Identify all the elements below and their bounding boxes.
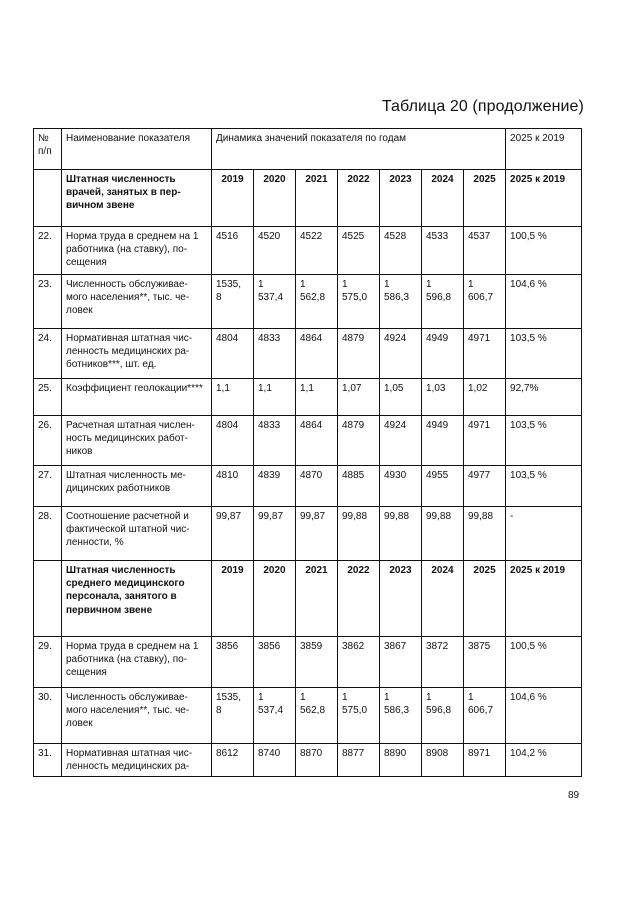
- value-cell: 1,02: [464, 379, 506, 416]
- value-cell: 4879: [338, 416, 380, 466]
- page-number: 89: [568, 790, 580, 801]
- row-number: 23.: [34, 275, 62, 329]
- value-cell: 1,1: [296, 379, 338, 416]
- ratio-header: 2025 к 2019: [506, 170, 582, 227]
- header-num: № п/п: [34, 129, 62, 170]
- year-header: 2019: [212, 561, 254, 637]
- value-cell: 3856: [212, 637, 254, 688]
- row-number: 26.: [34, 416, 62, 466]
- value-cell: 3867: [380, 637, 422, 688]
- table-row: [34, 379, 582, 416]
- value-cell: 3872: [422, 637, 464, 688]
- value-cell: 1 562,8: [296, 688, 338, 744]
- value-cell: 4977: [464, 466, 506, 507]
- value-cell: 1 575,0: [338, 688, 380, 744]
- ratio-cell: -: [506, 507, 582, 561]
- year-header: 2019: [212, 170, 254, 227]
- value-cell: 1535, 8: [212, 275, 254, 329]
- value-cell: 4949: [422, 416, 464, 466]
- year-header: 2023: [380, 561, 422, 637]
- value-cell: 4516: [212, 227, 254, 275]
- indicator-name: Нормативная штатная чис-ленность медицинских ра-ботников***, шт. ед.: [62, 329, 212, 379]
- table-row: [34, 275, 582, 329]
- table-row: [34, 507, 582, 561]
- year-header: 2024: [422, 170, 464, 227]
- indicator-name: Расчетная штатная числен-ность медицинских работ-ников: [62, 416, 212, 466]
- value-cell: 99,88: [338, 507, 380, 561]
- value-cell: 4924: [380, 416, 422, 466]
- value-cell: 1 537,4: [254, 688, 296, 744]
- ratio-cell: 103,5 %: [506, 466, 582, 507]
- value-cell: 4522: [296, 227, 338, 275]
- year-header: 2024: [422, 561, 464, 637]
- value-cell: 8877: [338, 744, 380, 777]
- value-cell: 99,88: [380, 507, 422, 561]
- value-cell: 4810: [212, 466, 254, 507]
- value-cell: 1,1: [254, 379, 296, 416]
- ratio-header: 2025 к 2019: [506, 561, 582, 637]
- table-row: [34, 329, 582, 379]
- year-header: 2022: [338, 170, 380, 227]
- year-header: 2021: [296, 561, 338, 637]
- value-cell: 1 606,7: [464, 275, 506, 329]
- value-cell: 1535, 8: [212, 688, 254, 744]
- row-number: 24.: [34, 329, 62, 379]
- year-header: 2020: [254, 170, 296, 227]
- row-number: 27.: [34, 466, 62, 507]
- value-cell: 3862: [338, 637, 380, 688]
- row-number: 22.: [34, 227, 62, 275]
- row-number: 29.: [34, 637, 62, 688]
- value-cell: 1,05: [380, 379, 422, 416]
- section-header-row: [34, 170, 582, 227]
- ratio-cell: 100,5 %: [506, 637, 582, 688]
- section-num-empty: [34, 561, 62, 637]
- ratio-cell: 103,5 %: [506, 329, 582, 379]
- value-cell: 4864: [296, 329, 338, 379]
- value-cell: 4864: [296, 416, 338, 466]
- value-cell: 4833: [254, 416, 296, 466]
- indicator-name: Норма труда в среднем на 1 работника (на ставку), по-сещения: [62, 637, 212, 688]
- value-cell: 3859: [296, 637, 338, 688]
- section-title: Штатная численность врачей, занятых в пер-вичном звене: [62, 170, 212, 227]
- value-cell: 4924: [380, 329, 422, 379]
- year-header: 2025: [464, 561, 506, 637]
- value-cell: 1 606,7: [464, 688, 506, 744]
- table-title: Таблица 20 (продолжение): [381, 98, 584, 115]
- table-row: [34, 688, 582, 744]
- ratio-cell: 100,5 %: [506, 227, 582, 275]
- table-row: [34, 637, 582, 688]
- indicator-name: Нормативная штатная чис-ленность медицинских ра-: [62, 744, 212, 777]
- value-cell: 1 586,3: [380, 688, 422, 744]
- value-cell: 8612: [212, 744, 254, 777]
- ratio-cell: 104,2 %: [506, 744, 582, 777]
- value-cell: 3856: [254, 637, 296, 688]
- row-number: 28.: [34, 507, 62, 561]
- value-cell: 8890: [380, 744, 422, 777]
- year-header: 2025: [464, 170, 506, 227]
- value-cell: 1 537,4: [254, 275, 296, 329]
- value-cell: 1 596,8: [422, 275, 464, 329]
- table-row: [34, 744, 582, 777]
- value-cell: 4520: [254, 227, 296, 275]
- ratio-cell: 92,7%: [506, 379, 582, 416]
- value-cell: 99,87: [296, 507, 338, 561]
- value-cell: 1,1: [212, 379, 254, 416]
- year-header: 2023: [380, 170, 422, 227]
- indicator-name: Соотношение расчетной и фактической штатной чис-ленности, %: [62, 507, 212, 561]
- table-row: [34, 466, 582, 507]
- indicator-name: Норма труда в среднем на 1 работника (на ставку), по-сещения: [62, 227, 212, 275]
- indicator-name: Коэффициент геолокации****: [62, 379, 212, 416]
- section-title: Штатная численность среднего медицинского персонала, занятого в первичном звене: [62, 561, 212, 637]
- header-dynamics: Динамика значений показателя по годам: [212, 129, 506, 170]
- value-cell: 4833: [254, 329, 296, 379]
- value-cell: 4804: [212, 416, 254, 466]
- ratio-cell: 103,5 %: [506, 416, 582, 466]
- indicator-name: Численность обслуживае-мого населения**, тыс. че-ловек: [62, 275, 212, 329]
- year-header: 2022: [338, 561, 380, 637]
- section-num-empty: [34, 170, 62, 227]
- value-cell: 4804: [212, 329, 254, 379]
- indicator-name: Штатная численность ме-дицинских работников: [62, 466, 212, 507]
- section-header-row: [34, 561, 582, 637]
- value-cell: 4971: [464, 416, 506, 466]
- value-cell: 99,87: [212, 507, 254, 561]
- indicator-name: Численность обслуживае-мого населения**, тыс. че-ловек: [62, 688, 212, 744]
- header-name: Наименование показателя: [62, 129, 212, 170]
- ratio-cell: 104,6 %: [506, 275, 582, 329]
- row-number: 25.: [34, 379, 62, 416]
- year-header: 2021: [296, 170, 338, 227]
- value-cell: 4533: [422, 227, 464, 275]
- value-cell: 4949: [422, 329, 464, 379]
- value-cell: 4537: [464, 227, 506, 275]
- value-cell: 1,07: [338, 379, 380, 416]
- value-cell: 4528: [380, 227, 422, 275]
- value-cell: 1 575,0: [338, 275, 380, 329]
- value-cell: 4885: [338, 466, 380, 507]
- value-cell: 8971: [464, 744, 506, 777]
- table-row: [34, 416, 582, 466]
- data-table: [33, 128, 582, 777]
- value-cell: 1 596,8: [422, 688, 464, 744]
- value-cell: 4879: [338, 329, 380, 379]
- value-cell: 4839: [254, 466, 296, 507]
- ratio-cell: 104,6 %: [506, 688, 582, 744]
- value-cell: 99,87: [254, 507, 296, 561]
- value-cell: 4870: [296, 466, 338, 507]
- value-cell: 4525: [338, 227, 380, 275]
- value-cell: 4930: [380, 466, 422, 507]
- value-cell: 99,88: [422, 507, 464, 561]
- value-cell: 1,03: [422, 379, 464, 416]
- value-cell: 8740: [254, 744, 296, 777]
- value-cell: 1 586,3: [380, 275, 422, 329]
- header-ratio: 2025 к 2019: [506, 129, 582, 170]
- value-cell: 99,88: [464, 507, 506, 561]
- header-row: [34, 129, 582, 170]
- table-row: [34, 227, 582, 275]
- row-number: 30.: [34, 688, 62, 744]
- value-cell: 4955: [422, 466, 464, 507]
- row-number: 31.: [34, 744, 62, 777]
- value-cell: 4971: [464, 329, 506, 379]
- value-cell: 8908: [422, 744, 464, 777]
- year-header: 2020: [254, 561, 296, 637]
- value-cell: 8870: [296, 744, 338, 777]
- value-cell: 1 562,8: [296, 275, 338, 329]
- value-cell: 3875: [464, 637, 506, 688]
